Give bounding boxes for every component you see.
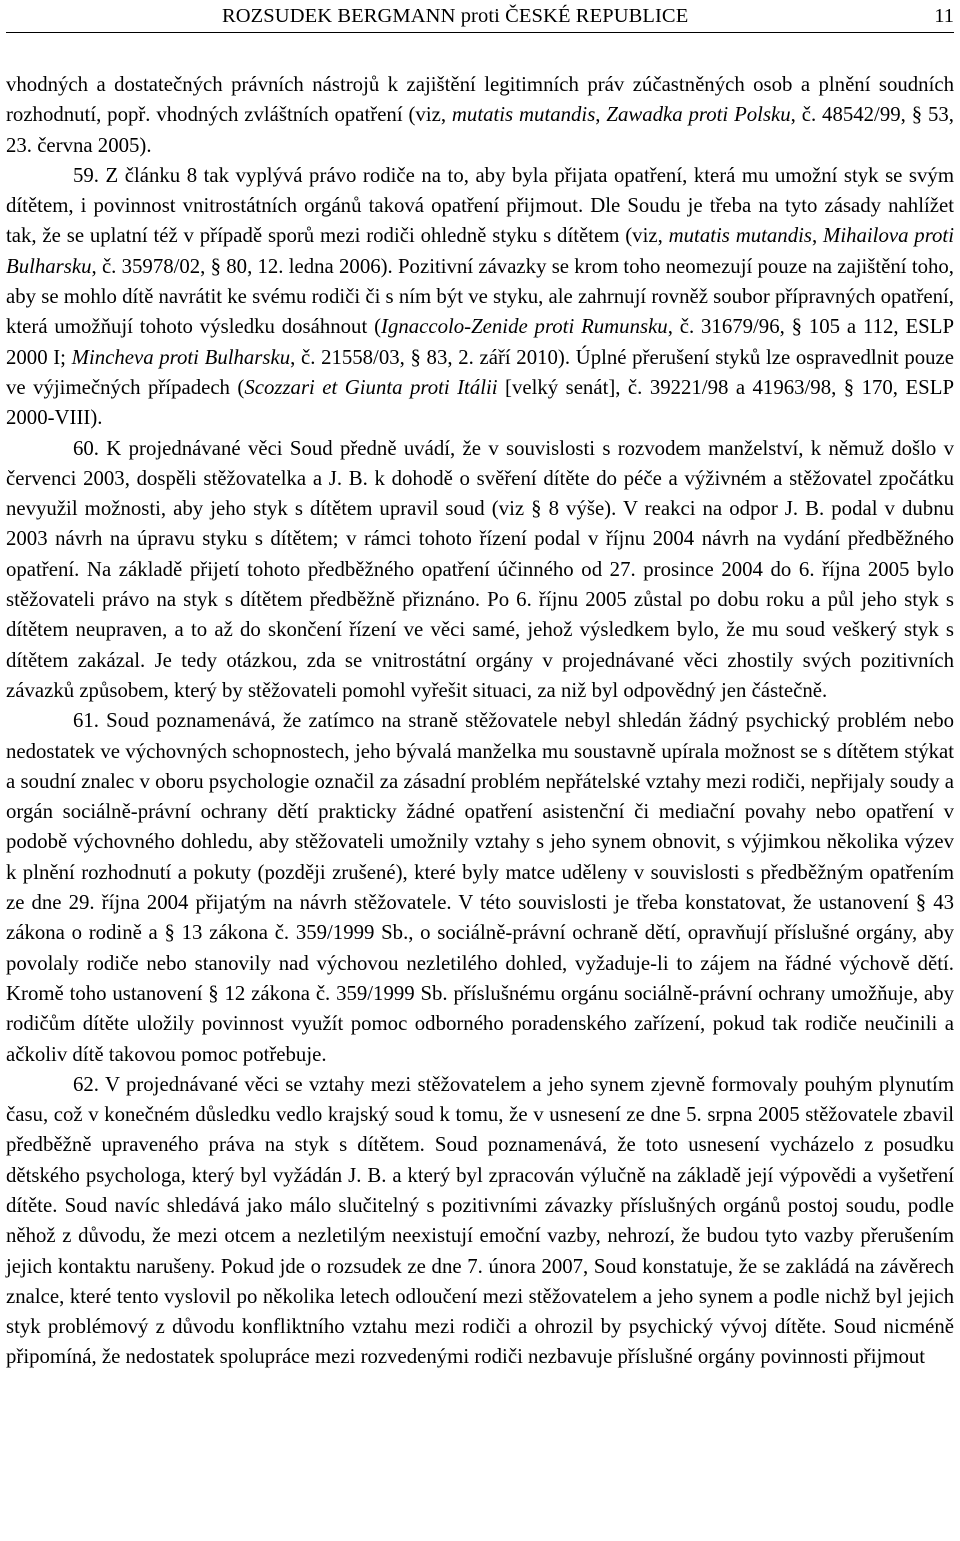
paragraph-61: [6, 706, 954, 1070]
italic-text: mutatis mutandis: [668, 224, 812, 248]
page-number: 11: [934, 5, 954, 27]
italic-text: Mihailova proti Bulharsku: [6, 224, 954, 278]
paragraph-text: vhodných a dostatečných právních nástrojů k zajištění legitimních práv zúčastněných osob a plnění soudních rozhodnutí, popř. vhodných zvláštních opatření (viz,: [6, 73, 954, 127]
paragraph-text: [velký senát], č. 39221/98 a 41963/98, § 170, ESLP 2000-VIII).: [6, 375, 955, 430]
italic-text: mutatis mutandis: [451, 103, 596, 127]
paragraph-text: ,: [811, 224, 823, 248]
italic-text: Zawadka proti Polsku: [606, 103, 791, 127]
italic-text: Ignaccolo-Zenide proti Rumunsku: [381, 315, 668, 339]
paragraph-number: 61.: [73, 709, 99, 733]
running-header: [6, 0, 954, 33]
paragraph-number: 59.: [73, 163, 99, 187]
paragraph-text: , č. 35978/02, § 80, 12. ledna 2006). Pozitivní závazky se krom toho neomezují pouze na zajištění toho, aby se mohlo dítě navrátit ke svému rodiči či s ním být ve styku, ale zahrnují rovněž soubor přípravných opatření, která umožňují tohoto výsledku dosáhnout (: [6, 254, 954, 339]
paragraph-text: , č. 31679/96, § 105 a 112, ESLP 2000 I;: [6, 315, 955, 369]
paragraph-continuation: [6, 70, 954, 161]
paragraph-text: V projednávané věci se vztahy mezi stěžovatelem a jeho synem zjevně formovaly pouhým plynutím času, což v konečném důsledku vedlo krajský soud k tomu, že v usnesení ze dne 5. srpna 2005 stěžovatele zbavil předběžně upraveného práva na styk s dítětem. Soud poznamenává, že toto usnesení vycházelo z posudku dětského psychologa, který byl vyžádán J. B. a který byl zpracován výlučně na základě její výpovědi a vyšetření dítěte. Soud navíc shledává jako málo slučitelný s pozitivními závazky příslušných orgánů postoj soudu, podle něhož z důvodu, že mezi otcem a nezletilým neexistují emoční vazby, nehrozí, že budou tyto vazby přerušením jejich kontaktu narušeny. Pokud jde o rozsudek ze dne 7. února 2007, Soud konstatuje, že se zakládá na závěrech znalce, které tento vyslovil po několika letech odloučení mezi stěžovatelem a jeho synem a podle nichž byl jejich styk problémový z důvodu konfliktního vztahu mezi rodiči a ohrozil by psychický vývoj dítěte. Soud nicméně připomíná, že nedostatek spolupráce mezi rozvedenými rodiči nezbavuje příslušné orgány povinnosti přijmout: [6, 1072, 954, 1369]
paragraph-62: [6, 1070, 954, 1373]
paragraph-text: Z článku 8 tak vyplývá právo rodiče na to, aby byla přijata opatření, která mu umožní styk se svým dítětem, i povinnost vnitrostátních orgánů taková opatření přijmout. Dle Soudu je třeba na tyto zásady nahlížet tak, že se uplatní též v případě sporů mezi rodiči ohledně styku s dítětem (viz,: [6, 163, 954, 248]
paragraph-text: , č. 21558/03, § 83, 2. září 2010). Úplné přerušení styků lze ospravedlnit pouze ve výjimečných případech (: [6, 345, 954, 399]
italic-text: Mincheva proti Bulharsku: [71, 345, 291, 369]
paragraph-number: 62.: [73, 1072, 99, 1096]
paragraph-text: , č. 48542/99, § 53, 23. června 2005).: [6, 103, 954, 157]
italic-text: Scozzari et Giunta proti Itálii: [244, 375, 498, 399]
paragraph-59: [6, 161, 954, 434]
paragraph-text: Soud poznamenává, že zatímco na straně stěžovatele nebyl shledán žádný psychický problém nebo nedostatek ve výchovných schopnostech, jeho bývalá manželka mu soustavně upírala možnost se s dítětem stýkat a soudní znalec v oboru psychologie označil za zásadní problém nepřátelské vztahy mezi rodiči, nepřijaly soudy a orgán sociálně-právní ochrany dětí prakticky žádné opatření asistenční či mediační povahy nebo opatření v podobě výchovného dohledu, aby stěžovateli umožnily vztahy s jeho synem obnovit, s výjimkou několika výzev k plnění rozhodnutí a pokuty (později zrušené), které byly matce uděleny v souvislosti s předběžným opatřením ze dne 29. října 2004 přijatým na návrh stěžovatele. V této souvislosti je třeba konstatovat, že ustanovení § 43 zákona o rodině a § 13 zákona č. 359/1999 Sb., o sociálně-právní ochraně dětí, opravňují příslušné orgány, aby povolaly rodiče nebo stanovily nad výchovou nezletilého dohled, vyžaduje-li to zájem na řádné výchově dětí. Kromě toho ustanovení § 12 zákona č. 359/1999 Sb. příslušnému orgánu sociálně-právní ochrany umožňuje, aby rodičům dítěte uložily povinnost využít pomoc odborného poradenského zařízení, pokud tak rodiče neučinili a ačkoliv dítě takovou pomoc potřebuje.: [6, 709, 954, 1066]
paragraph-60: [6, 434, 954, 707]
header-title: ROZSUDEK BERGMANN proti ČESKÉ REPUBLICE: [222, 5, 689, 27]
paragraph-number: 60.: [73, 436, 99, 460]
paragraph-text: ,: [595, 103, 607, 127]
paragraph-text: K projednávané věci Soud předně uvádí, že v souvislosti s rozvodem manželství, k němuž došlo v červenci 2003, dospěli stěžovatelka a J. B. k dohodě o svěření dítěte do péče a výživném a stěžovatel zpočátku nevyužil možnosti, aby jeho styk s dítětem upravil soud (viz § 8 výše). V reakci na odpor J. B. podal v dubnu 2003 návrh na úpravu styku s dítětem; v rámci tohoto řízení podal v říjnu 2004 návrh na vydání předběžného opatření. Na základě přijetí tohoto předběžného opatření účinného od 27. prosince 2004 do 6. října 2005 bylo stěžovateli právo na styk s dítětem předběžně přiznáno. Po 6. říjnu 2005 zůstal po dobu roku a půl jeho styk s dítětem neupraven, a to až do skončení řízení ve věci samé, jehož výsledkem bylo, že mu soud veškerý styk s dítětem zakázal. Je tedy otázkou, zda se vnitrostátní orgány v projednávané věci zhostily svých pozitivních závazků způsobem, který by stěžovateli pomohl vyřešit situaci, za niž byl odpovědný jen částečně.: [6, 436, 954, 702]
document-body: [6, 70, 954, 1373]
